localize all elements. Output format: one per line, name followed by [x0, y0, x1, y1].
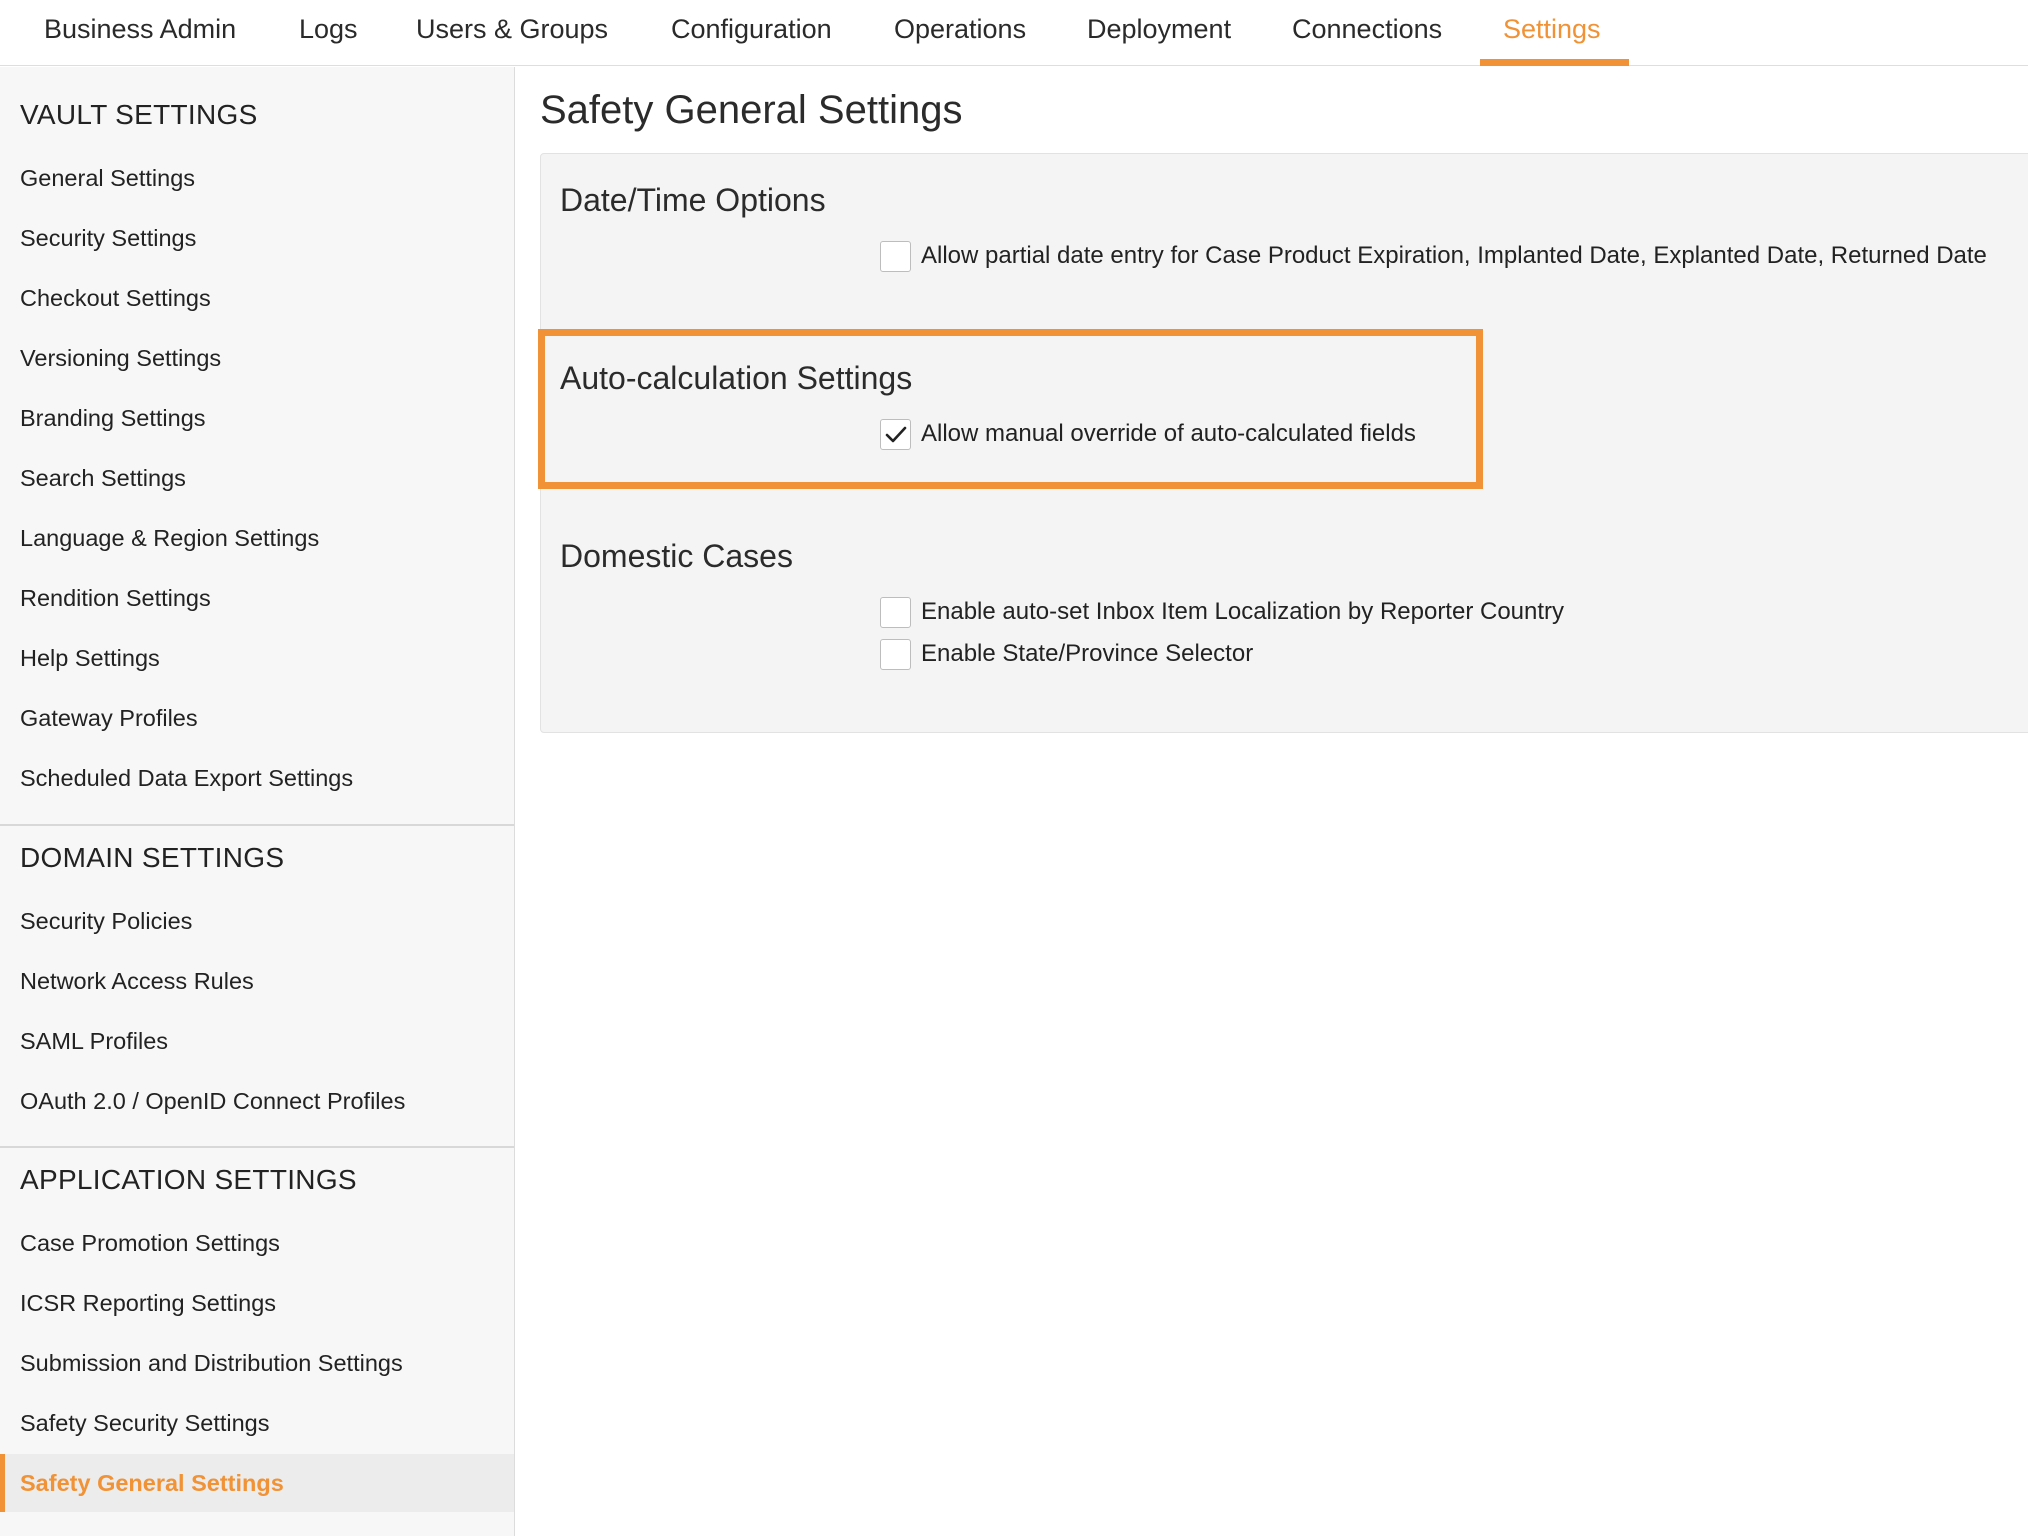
sidebar-item-submission-distribution-settings[interactable]: Submission and Distribution Settings [20, 1350, 403, 1376]
sidebar-item-versioning-settings[interactable]: Versioning Settings [20, 345, 222, 371]
sidebar-item-saml-profiles[interactable]: SAML Profiles [20, 1028, 169, 1054]
tab-users-groups[interactable]: Users & Groups [416, 14, 609, 44]
option-allow-partial-date-entry[interactable] [880, 239, 1987, 273]
tab-settings[interactable]: Settings [1503, 14, 1601, 44]
section-title-date-time-options: Date/Time Options [560, 182, 826, 218]
tab-configuration[interactable]: Configuration [671, 14, 832, 44]
sidebar-divider [0, 1146, 514, 1148]
checkbox-inbox-localization[interactable] [880, 597, 911, 628]
section-title-domestic-cases: Domestic Cases [560, 538, 793, 574]
sidebar-item-scheduled-data-export-settings[interactable]: Scheduled Data Export Settings [20, 765, 354, 791]
sidebar-item-checkout-settings[interactable]: Checkout Settings [20, 285, 211, 311]
section-title-auto-calculation-settings: Auto-calculation Settings [560, 360, 913, 396]
sidebar-divider [0, 824, 514, 826]
option-enable-inbox-localization[interactable] [880, 595, 1564, 629]
sidebar-item-help-settings[interactable]: Help Settings [20, 645, 160, 671]
checkbox-manual-override[interactable] [880, 419, 911, 450]
tab-logs[interactable]: Logs [299, 14, 358, 44]
sidebar-item-rendition-settings[interactable]: Rendition Settings [20, 585, 211, 611]
sidebar-item-icsr-reporting-settings[interactable]: ICSR Reporting Settings [20, 1290, 277, 1316]
checkbox-partial-date-entry[interactable] [880, 241, 911, 272]
option-label: Enable auto-set Inbox Item Localization by Reporter Country [921, 598, 1565, 625]
option-allow-manual-override[interactable] [880, 417, 1416, 451]
sidebar-item-language-region-settings[interactable]: Language & Region Settings [20, 525, 320, 551]
tab-business-admin[interactable]: Business Admin [44, 14, 237, 44]
settings-sidebar [0, 67, 515, 1536]
option-enable-state-province-selector[interactable] [880, 637, 1253, 671]
top-navigation-bar [0, 0, 2028, 66]
option-label: Enable State/Province Selector [921, 640, 1254, 667]
page-title: Safety General Settings [540, 88, 963, 132]
sidebar-heading-vault-settings: VAULT SETTINGS [20, 99, 258, 130]
checkmark-icon [885, 425, 907, 445]
sidebar-item-case-promotion-settings[interactable]: Case Promotion Settings [20, 1230, 280, 1256]
sidebar-item-branding-settings[interactable]: Branding Settings [20, 405, 206, 431]
sidebar-item-security-settings[interactable]: Security Settings [20, 225, 197, 251]
checkbox-state-province-selector[interactable] [880, 639, 911, 670]
sidebar-item-oauth-openid-profiles[interactable]: OAuth 2.0 / OpenID Connect Profiles [20, 1088, 406, 1114]
sidebar-item-security-policies[interactable]: Security Policies [20, 908, 193, 934]
option-label: Allow partial date entry for Case Product Expiration, Implanted Date, Explanted Date, Returned Date [921, 242, 1987, 269]
sidebar-heading-domain-settings: DOMAIN SETTINGS [20, 842, 285, 873]
tab-connections[interactable]: Connections [1292, 14, 1443, 44]
tab-deployment[interactable]: Deployment [1087, 14, 1232, 44]
sidebar-item-general-settings[interactable]: General Settings [20, 165, 196, 191]
tab-operations[interactable]: Operations [894, 14, 1027, 44]
option-label: Allow manual override of auto-calculated fields [921, 420, 1416, 447]
sidebar-item-safety-general-settings[interactable]: Safety General Settings [0, 1454, 514, 1512]
sidebar-heading-application-settings: APPLICATION SETTINGS [20, 1164, 357, 1195]
sidebar-item-search-settings[interactable]: Search Settings [20, 465, 186, 491]
sidebar-item-safety-security-settings[interactable]: Safety Security Settings [20, 1410, 270, 1436]
sidebar-item-gateway-profiles[interactable]: Gateway Profiles [20, 705, 198, 731]
sidebar-item-network-access-rules[interactable]: Network Access Rules [20, 968, 254, 994]
active-tab-indicator [1480, 59, 1629, 66]
